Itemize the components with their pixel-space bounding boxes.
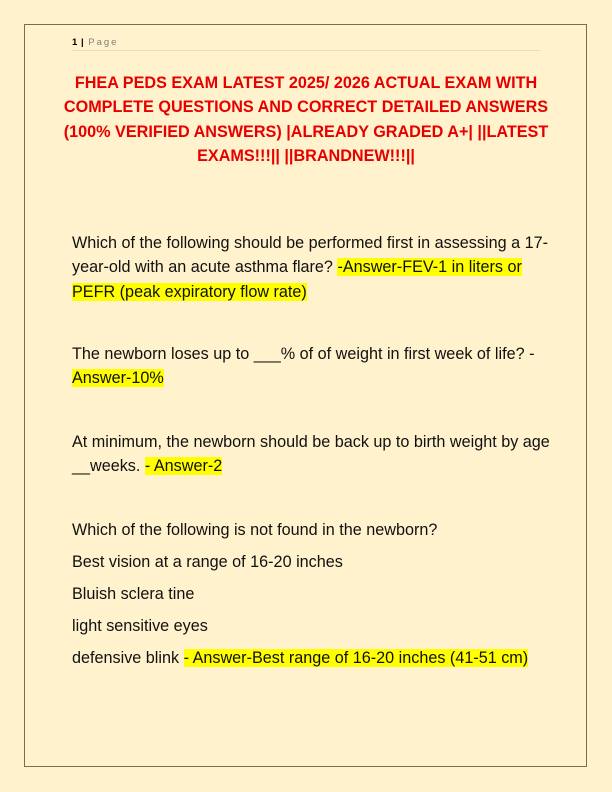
document-title: FHEA PEDS EXAM LATEST 2025/ 2026 ACTUAL EXAM WITH COMPLETE QUESTIONS AND CORRECT DETAILED ANSWERS (100% VERIFIED ANSWERS) |ALREADY GRADED A+| ||LATEST EXAMS!!!|| ||BRANDNEW!!!|| (63, 74, 549, 166)
option-3: light sensitive eyes (72, 617, 208, 635)
question-text (72, 342, 552, 391)
answer-2-highlight: Answer-10% (72, 369, 164, 388)
question-1-text: Which of the following should be performed first in assessing a 17-year-old with an acute asthma flare? (72, 234, 548, 277)
question-text (72, 430, 552, 479)
question-block-2 (72, 342, 552, 391)
question-2-text: The newborn loses up to ___% of of weight in first week of life? - (72, 345, 535, 363)
question-block-1 (72, 231, 552, 304)
question-block-4 (72, 518, 552, 678)
page-header (72, 36, 540, 51)
question-block-3 (72, 430, 552, 479)
answer-1-highlight: -Answer-FEV-1 in liters or PEFR (peak expiratory flow rate) (72, 258, 522, 301)
page-label: Page (88, 37, 119, 48)
header-separator: | (80, 37, 84, 48)
option-4: defensive blink (72, 649, 184, 667)
option-2: Bluish sclera tine (72, 585, 195, 603)
page-number: 1 (72, 37, 78, 48)
question-3-text: At minimum, the newborn should be back up to birth weight by age __weeks. (72, 433, 550, 476)
answer-4-highlight: - Answer-Best range of 16-20 inches (41-51 cm) (183, 649, 529, 667)
question-text (72, 231, 552, 304)
option-4-with-answer (72, 646, 552, 670)
option-1: Best vision at a range of 16-20 inches (72, 553, 343, 571)
question-4-text: Which of the following is not found in the newborn? (72, 521, 438, 539)
answer-3-highlight: - Answer-2 (144, 457, 223, 476)
